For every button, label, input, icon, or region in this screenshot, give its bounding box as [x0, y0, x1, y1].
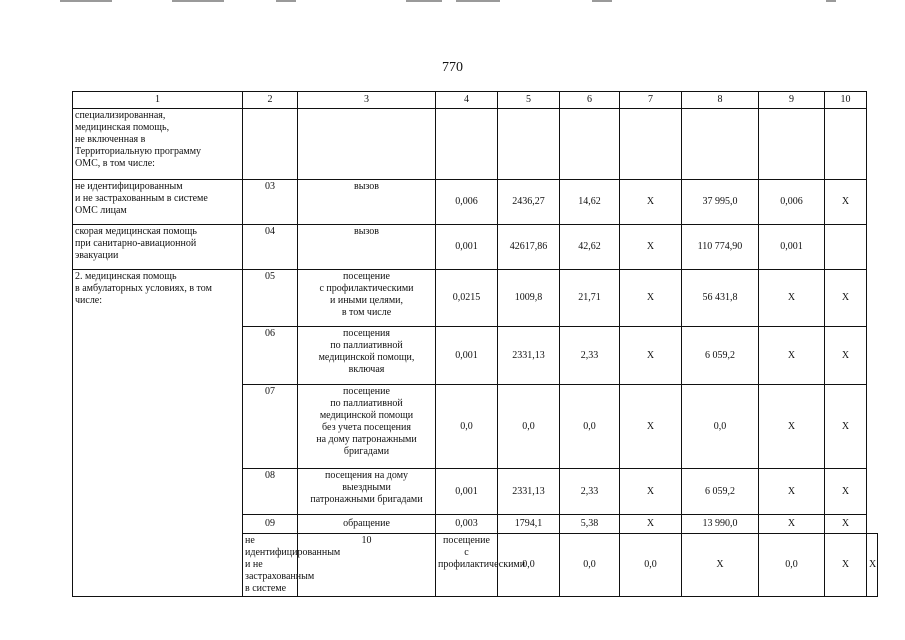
value-cell: X [759, 385, 825, 469]
code-cell: 05 [243, 270, 298, 327]
value-cell: 110 774,90 [682, 225, 759, 270]
value-cell: 1794,1 [498, 515, 560, 534]
unit-cell: посещение по паллиативной медицинской помощи без учета посещения на дому патронажными бригадами [298, 385, 436, 469]
unit-cell: посещения на дому выездными патронажными бригадами [298, 469, 436, 515]
code-cell: 10 [298, 534, 436, 597]
scan-artifact [592, 0, 612, 2]
code-cell: 04 [243, 225, 298, 270]
value-cell [825, 225, 867, 270]
value-cell: 0,0215 [436, 270, 498, 327]
column-header: 6 [560, 92, 620, 109]
column-header: 4 [436, 92, 498, 109]
unit-cell: вызов [298, 180, 436, 225]
unit-cell: посещения по паллиативной медицинской помощи, включая [298, 327, 436, 385]
value-cell: X [825, 180, 867, 225]
value-cell: 0,001 [436, 225, 498, 270]
scan-artifact [826, 0, 836, 2]
unit-cell [298, 109, 436, 180]
value-cell: X [682, 534, 759, 597]
value-cell: 0,0 [436, 385, 498, 469]
value-cell [825, 109, 867, 180]
value-cell [436, 109, 498, 180]
value-cell: 0,0 [560, 385, 620, 469]
value-cell: X [867, 534, 878, 597]
code-cell: 07 [243, 385, 298, 469]
code-cell: 08 [243, 469, 298, 515]
value-cell: X [620, 469, 682, 515]
row-label: скорая медицинская помощь при санитарно-авиационной эвакуации [73, 225, 243, 270]
code-cell: 06 [243, 327, 298, 385]
value-cell: X [759, 270, 825, 327]
value-cell: X [825, 385, 867, 469]
value-cell: X [620, 515, 682, 534]
column-header: 10 [825, 92, 867, 109]
value-cell: 0,001 [436, 469, 498, 515]
table-row [73, 270, 878, 327]
value-cell: 0,0 [682, 385, 759, 469]
row-label: специализированная, медицинская помощь, не включенная в Территориальную программу ОМС, в том числе: [73, 109, 243, 180]
value-cell: X [620, 225, 682, 270]
value-cell: 13 990,0 [682, 515, 759, 534]
value-cell [620, 109, 682, 180]
unit-cell: вызов [298, 225, 436, 270]
page-number: 770 [442, 60, 463, 75]
scan-artifact [406, 0, 442, 2]
value-cell: 21,71 [560, 270, 620, 327]
value-cell: 0,001 [759, 225, 825, 270]
scan-artifact [456, 0, 500, 2]
unit-cell: посещение с профилактическими и иными целями, в том числе [298, 270, 436, 327]
value-cell: X [825, 534, 867, 597]
column-header: 9 [759, 92, 825, 109]
value-cell [682, 109, 759, 180]
row-label: не идентифицированным и не застрахованным в системе ОМС лицам [73, 180, 243, 225]
value-cell: 0,003 [436, 515, 498, 534]
header-row [73, 92, 878, 109]
scan-artifact [276, 0, 296, 2]
value-cell: X [825, 327, 867, 385]
value-cell: X [620, 180, 682, 225]
value-cell: X [825, 270, 867, 327]
value-cell: 6 059,2 [682, 469, 759, 515]
value-cell: 0,0 [759, 534, 825, 597]
code-cell [243, 109, 298, 180]
value-cell: X [825, 469, 867, 515]
column-header: 1 [73, 92, 243, 109]
unit-cell: обращение [298, 515, 436, 534]
value-cell: 0,006 [759, 180, 825, 225]
value-cell: 42,62 [560, 225, 620, 270]
value-cell: 0,0 [498, 534, 560, 597]
value-cell: 37 995,0 [682, 180, 759, 225]
value-cell: 56 431,8 [682, 270, 759, 327]
column-header: 5 [498, 92, 560, 109]
column-header: 7 [620, 92, 682, 109]
value-cell: X [759, 469, 825, 515]
value-cell [759, 109, 825, 180]
table-row [73, 180, 878, 225]
value-cell [560, 109, 620, 180]
value-cell: X [620, 270, 682, 327]
scan-artifact [60, 0, 112, 2]
column-header: 3 [298, 92, 436, 109]
value-cell: 0,0 [560, 534, 620, 597]
table-row [73, 225, 878, 270]
value-cell: 2436,27 [498, 180, 560, 225]
value-cell: 2331,13 [498, 327, 560, 385]
value-cell: 0,0 [620, 534, 682, 597]
value-cell: 0,001 [436, 327, 498, 385]
value-cell: X [825, 515, 867, 534]
value-cell: X [759, 515, 825, 534]
column-header: 2 [243, 92, 298, 109]
value-cell: 0,0 [498, 385, 560, 469]
column-header: 8 [682, 92, 759, 109]
value-cell: 5,38 [560, 515, 620, 534]
value-cell: 0,006 [436, 180, 498, 225]
value-cell: 2,33 [560, 469, 620, 515]
row-label: 2. медицинская помощь в амбулаторных условиях, в том числе: [73, 270, 243, 597]
code-cell: 03 [243, 180, 298, 225]
code-cell: 09 [243, 515, 298, 534]
value-cell [498, 109, 560, 180]
value-cell: 2331,13 [498, 469, 560, 515]
value-cell: 14,62 [560, 180, 620, 225]
value-cell: X [759, 327, 825, 385]
value-cell: 2,33 [560, 327, 620, 385]
data-table [72, 91, 878, 597]
value-cell: 42617,86 [498, 225, 560, 270]
unit-cell: посещение с профилактическими [436, 534, 498, 597]
table-row [73, 109, 878, 180]
value-cell: 6 059,2 [682, 327, 759, 385]
value-cell: X [620, 327, 682, 385]
value-cell: 1009,8 [498, 270, 560, 327]
value-cell: X [620, 385, 682, 469]
row-label: не идентифицированным и не застрахованным в системе [243, 534, 298, 597]
scan-artifact [172, 0, 224, 2]
